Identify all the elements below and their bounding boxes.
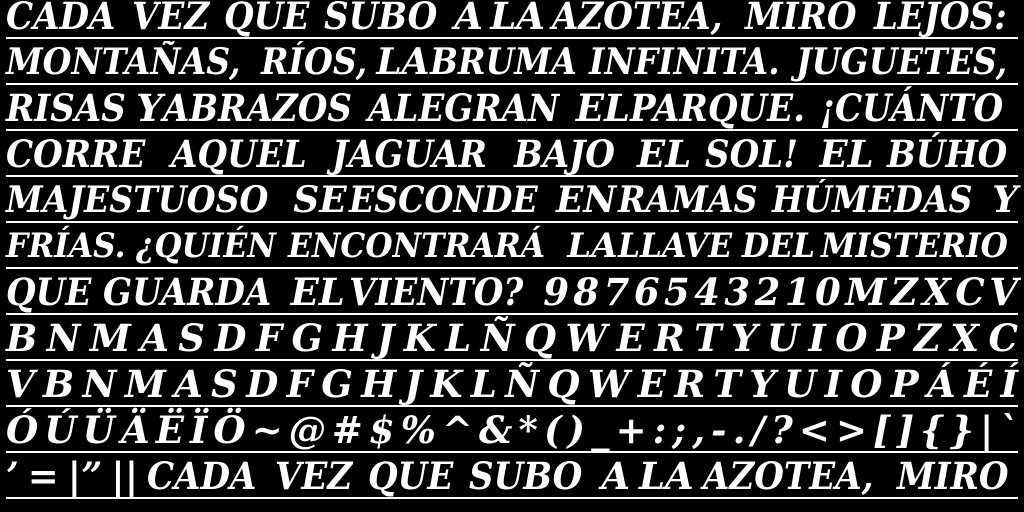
text-line-11 [6, 448, 1018, 499]
text-line-7 [6, 264, 1018, 315]
specimen-token: || [111, 454, 139, 498]
specimen-token: Ú [44, 408, 77, 452]
specimen-token: FRÍAS. [6, 226, 126, 266]
specimen-token: Ñ [480, 316, 515, 360]
specimen-token: ( [543, 408, 562, 452]
specimen-token: ; [672, 408, 687, 452]
specimen-token: EL [575, 86, 631, 130]
specimen-token: Ó [6, 408, 39, 452]
specimen-token: G [321, 362, 353, 406]
specimen-token: Ö [213, 408, 246, 452]
text-line-5 [6, 172, 1018, 223]
specimen-token: VIENTO? [349, 270, 524, 314]
specimen-token: CADA [6, 0, 116, 38]
specimen-token: H [361, 362, 397, 406]
specimen-token: MISTERIO [820, 226, 1008, 266]
text-line-2 [6, 34, 1018, 85]
specimen-token: } [950, 408, 974, 452]
specimen-token: : [652, 408, 667, 452]
specimen-token: Ë [155, 408, 184, 452]
specimen-token: + [615, 408, 647, 452]
specimen-token: N [82, 362, 117, 406]
specimen-token: ` [999, 408, 1018, 452]
specimen-token: 3 [724, 270, 751, 314]
specimen-token: T [713, 362, 741, 406]
specimen-token: A [140, 316, 169, 360]
specimen-token: A [174, 362, 203, 406]
specimen-token: INFINITA. [589, 41, 780, 83]
specimen-token: SOL! [704, 132, 798, 176]
specimen-token: ? [771, 408, 793, 452]
specimen-token: RISAS [6, 86, 126, 130]
specimen-token: | [979, 408, 994, 452]
specimen-token: SUBO [469, 454, 583, 498]
specimen-token: U [784, 362, 817, 406]
specimen-token: Á [926, 362, 956, 406]
text-line-4 [6, 126, 1018, 177]
specimen-token: GUARDA [103, 270, 272, 314]
specimen-token: LA [490, 0, 546, 38]
specimen-token: LA [376, 41, 430, 83]
specimen-token: 5 [664, 270, 690, 314]
specimen-token: LLAVE [617, 226, 732, 266]
specimen-token: % [400, 408, 436, 452]
specimen-token: Y [731, 316, 758, 360]
specimen-token: ¡CUÁNTO [820, 86, 1004, 130]
specimen-token: B [6, 316, 38, 360]
specimen-token: - [711, 408, 727, 452]
specimen-token: 2 [754, 270, 781, 314]
specimen-token: V [989, 270, 1018, 314]
specimen-token: Z [890, 270, 918, 314]
specimen-token: O [835, 316, 868, 360]
specimen-token: CADA [147, 454, 257, 498]
specimen-token: 8 [573, 270, 600, 314]
specimen-token: Í [1000, 362, 1018, 406]
text-line-3 [6, 80, 1018, 131]
specimen-token: É [964, 362, 993, 406]
specimen-token: Ñ [505, 362, 539, 406]
specimen-token: F [255, 316, 283, 360]
specimen-token: ¿QUIÉN [135, 226, 276, 266]
specimen-token: R [654, 316, 685, 360]
specimen-token: BÚHO [887, 132, 1008, 176]
specimen-token: / [751, 408, 766, 452]
specimen-token: AQUEL [170, 132, 307, 176]
specimen-token: MIRO [896, 454, 1009, 498]
specimen-token: VEZ [132, 0, 210, 38]
specimen-token: A [601, 454, 631, 498]
specimen-token: Z [914, 316, 942, 360]
specimen-token: MAJESTUOSO [6, 179, 269, 221]
specimen-token: LA [567, 226, 618, 266]
specimen-token: D [246, 362, 279, 406]
specimen-token: = [27, 454, 59, 498]
specimen-token: |” [67, 454, 103, 498]
specimen-token: D [214, 316, 247, 360]
specimen-token: _ [591, 408, 610, 452]
specimen-token: * [518, 408, 538, 452]
specimen-token: BRUMA [429, 41, 577, 83]
specimen-token: X [950, 316, 980, 360]
specimen-token: AZOTEA, [552, 0, 723, 38]
specimen-token: E [637, 362, 666, 406]
specimen-token: ESCONDE [348, 179, 538, 221]
specimen-token: HÚMEDAS [772, 179, 973, 221]
specimen-token: V [6, 362, 35, 406]
specimen-token: EL [637, 132, 692, 176]
specimen-token: U [766, 316, 800, 360]
specimen-token: S [178, 316, 206, 360]
specimen-token: Ä [120, 408, 150, 452]
specimen-token: QUE [367, 454, 453, 498]
specimen-token: EN [555, 179, 617, 221]
specimen-token: 9 [543, 270, 569, 314]
specimen-token: P [876, 316, 905, 360]
specimen-token: W [565, 316, 608, 360]
specimen-token: K [403, 316, 436, 360]
specimen-token: X [922, 270, 951, 314]
specimen-token: ABRAZOS [162, 86, 352, 130]
specimen-token: I [824, 362, 842, 406]
specimen-token: QUE [6, 270, 92, 314]
specimen-token: Ü [82, 408, 115, 452]
specimen-token: LA [638, 454, 694, 498]
specimen-token: EL [290, 270, 345, 314]
specimen-token: T [694, 316, 722, 360]
text-line-10 [6, 402, 1018, 453]
specimen-token: $ [368, 408, 395, 452]
specimen-token: SE [293, 179, 347, 221]
specimen-token: 4 [694, 270, 720, 314]
specimen-token: W [587, 362, 630, 406]
text-line-8 [6, 310, 1018, 361]
specimen-token: QUE [223, 0, 309, 38]
specimen-token: CORRE [6, 132, 146, 176]
specimen-token: A [454, 0, 483, 38]
specimen-token: DEL [741, 226, 815, 266]
specimen-token: K [430, 362, 463, 406]
text-line-6 [6, 218, 1018, 269]
specimen-token: 0 [815, 270, 841, 314]
specimen-token: M [124, 362, 166, 406]
specimen-token: ~ [251, 408, 283, 452]
specimen-token: < [798, 408, 830, 452]
specimen-token: ) [567, 408, 586, 452]
specimen-token: Y [749, 362, 776, 406]
specimen-token: . [732, 408, 746, 452]
specimen-token: JAGUAR [331, 132, 487, 176]
specimen-token: [ [873, 408, 891, 452]
specimen-token: N [46, 316, 81, 360]
specimen-token: EL [819, 132, 874, 176]
specimen-token: 7 [603, 270, 630, 314]
specimen-token: Q [547, 362, 580, 406]
specimen-token: Y [136, 86, 163, 130]
specimen-token: LEJOS: [873, 0, 1007, 38]
specimen-token: R [674, 362, 706, 406]
specimen-token: VEZ [274, 454, 353, 498]
specimen-token: > [835, 408, 867, 452]
specimen-token: Q [523, 316, 557, 360]
specimen-token: ’ [6, 454, 19, 498]
specimen-token: PARQUE. [630, 86, 806, 130]
specimen-token: Y [992, 179, 1018, 221]
specimen-token: O [850, 362, 883, 406]
specimen-token: ] [896, 408, 915, 452]
specimen-token: F [286, 362, 313, 406]
specimen-token: & [479, 408, 513, 452]
specimen-token: S [211, 362, 238, 406]
specimen-token: MIRO [745, 0, 857, 38]
specimen-token: M [89, 316, 131, 360]
specimen-token: J [376, 316, 395, 360]
specimen-token: M [845, 270, 887, 314]
specimen-token: BAJO [513, 132, 615, 176]
specimen-token: MONTAÑAS, [6, 41, 241, 83]
specimen-token: H [332, 316, 368, 360]
specimen-token: Ï [190, 408, 208, 452]
specimen-token: SUBO [323, 0, 437, 38]
specimen-token: AZOTEA, [702, 454, 874, 498]
specimen-token: E [616, 316, 645, 360]
specimen-token: L [445, 316, 472, 360]
specimen-token: C [955, 270, 985, 314]
specimen-token: # [331, 408, 363, 452]
specimen-token: { [920, 408, 944, 452]
specimen-token: ENCONTRARÁ [287, 226, 545, 266]
specimen-token: , [692, 408, 706, 452]
specimen-token: J [404, 362, 422, 406]
specimen-token: RAMAS [618, 179, 758, 221]
specimen-token: @ [288, 408, 326, 452]
text-line-9 [6, 356, 1018, 407]
specimen-token: ALEGRAN [368, 86, 560, 130]
specimen-token: P [890, 362, 919, 406]
specimen-token: B [43, 362, 75, 406]
specimen-token: ^ [441, 408, 473, 452]
specimen-token: 6 [633, 270, 660, 314]
specimen-token: G [291, 316, 324, 360]
specimen-token: L [470, 362, 497, 406]
specimen-token: C [988, 316, 1018, 360]
specimen-token: RÍOS, [260, 41, 368, 83]
specimen-token: JUGUETES, [796, 41, 1008, 83]
specimen-token: I [808, 316, 826, 360]
specimen-token: 1 [784, 270, 811, 314]
